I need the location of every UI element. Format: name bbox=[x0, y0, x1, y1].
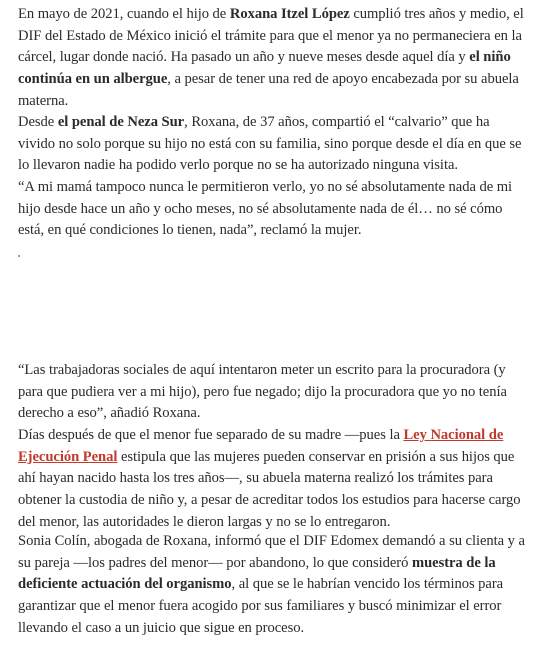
paragraph-5 bbox=[18, 425, 530, 534]
law-link[interactable]: Ley Nacional de Ejecución Penal bbox=[18, 427, 504, 465]
bold-highlight: el penal de Neza Sur bbox=[57, 114, 185, 130]
bold-highlight: el niño continúa en un albergue bbox=[18, 49, 511, 88]
text: , Roxana, de 37 años, compartió el “calvario” que ha vivido no solo porque su hijo no está con su familia, sino porque desde el día en que se lo llevaron nadie ha podido verlo porque no se ha autorizado ninguna visita. bbox=[18, 114, 522, 174]
bold-name: Roxana Itzel López bbox=[229, 6, 350, 22]
paragraph-2 bbox=[18, 112, 530, 177]
text: , al que se le habrían vencido los términos para garantizar que el menor fuera acogido por sus familiares y buscó minimizar el error llevando el caso a un juicio que sigue en proceso. bbox=[18, 576, 504, 636]
text: En mayo de 2021, cuando el hijo de bbox=[18, 6, 230, 22]
embed-space bbox=[18, 268, 530, 348]
paragraph-1 bbox=[18, 4, 530, 113]
text: Días después de que el menor fue separado de su madre —pues la bbox=[18, 427, 404, 443]
bold-highlight: muestra de la deficiente actuación del organismo bbox=[18, 554, 496, 593]
text: cumplió tres años y medio, el DIF del Estado de México inició el trámite para que el menor ya no permaneciera en la cárcel, lugar donde nació. Ha pasado un año y nueve meses desde aquel día y bbox=[18, 6, 524, 66]
text: Desde bbox=[18, 114, 58, 130]
text: Sonia Colín, abogada de Roxana, informó que el DIF Edomex demandó a su clienta y a su pareja —los padres del menor— por abandono, lo que consideró bbox=[18, 533, 525, 571]
paragraph-3 bbox=[18, 177, 530, 242]
quote-text: “A mi mamá tampoco nunca le permitieron verlo, yo no sé absolutamente nada de mi hijo desde hace un año y ocho meses, no sé absolutamente nada de él… no sé cómo está, en qué condiciones lo tienen, nada”, reclamó la mujer. bbox=[18, 179, 513, 239]
paragraph-6 bbox=[18, 531, 530, 640]
embed-placeholder-dot bbox=[18, 255, 20, 257]
paragraph-4 bbox=[18, 360, 530, 425]
quote-text: “Las trabajadoras sociales de aquí intentaron meter un escrito para la procuradora (y para que pudiera ver a mi hijo), pero fue negado; dijo la procuradora que yo no tenía derecho a eso”, añadió Roxana. bbox=[18, 362, 507, 422]
text: estipula que las mujeres pueden conservar en prisión a sus hijos que ahí hayan nacido hasta los tres años—, su abuela materna realizó los trámites para obtener la custodia de niño y, a pesar de acreditar todos los estudios para hacerse cargo del menor, las autoridades le dieron largas y no se lo entregaron. bbox=[18, 448, 521, 530]
text: , a pesar de tener una red de apoyo encabezada por su abuela materna. bbox=[18, 71, 519, 109]
